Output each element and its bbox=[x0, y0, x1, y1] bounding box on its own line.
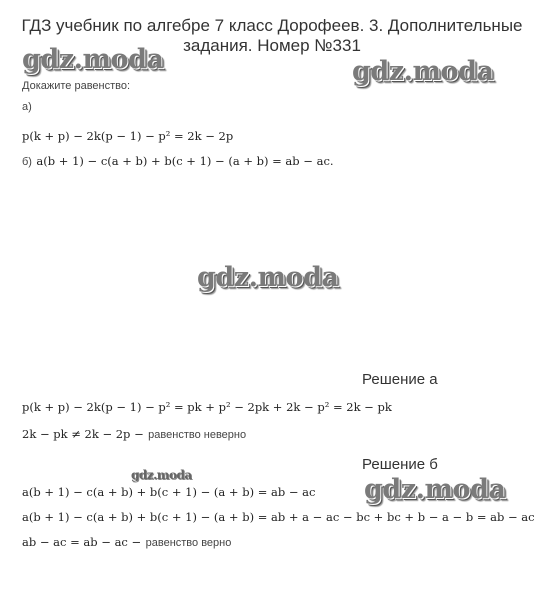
task-a-label: а) bbox=[22, 101, 32, 113]
task-b-label: б) bbox=[22, 156, 32, 168]
page-title-line1: ГДЗ учебник по алгебре 7 класс Дорофеев. 3. Дополнительные bbox=[21, 16, 523, 35]
solution-b-line3-expr: ab − ac = ab − ac − bbox=[22, 535, 142, 549]
solution-b-line2: a(b + 1) − c(a + b) + b(c + 1) − (a + b) = ab + a − ac − bc + bc + b − a − b = ab − ac bbox=[22, 510, 535, 524]
task-b-row bbox=[22, 152, 334, 170]
watermark-logo: gdz.moda bbox=[197, 262, 339, 293]
solution-b-line1: a(b + 1) − c(a + b) + b(c + 1) − (a + b) = ab − ac bbox=[22, 485, 316, 499]
solution-a-line2-text: равенство неверно bbox=[148, 429, 247, 441]
solution-a-line2-expr: 2k − pk ≠ 2k − 2p − bbox=[22, 427, 144, 441]
instruction-text: Докажите равенство: bbox=[22, 80, 131, 92]
watermark-logo: gdz.moda bbox=[22, 44, 164, 75]
solution-b-line3 bbox=[22, 533, 231, 551]
task-a-equation: p(k + p) − 2k(p − 1) − p² = 2k − 2p bbox=[22, 129, 234, 143]
watermark-logo: gdz.moda bbox=[364, 474, 506, 505]
task-b-equation: a(b + 1) − c(a + b) + b(c + 1) − (a + b) = ab − ac. bbox=[36, 154, 334, 168]
watermark-logo: gdz.moda bbox=[131, 468, 192, 482]
solution-b-heading: Решение б bbox=[362, 456, 438, 473]
solution-a-heading: Решение а bbox=[362, 371, 438, 388]
solution-b-line3-text: равенство верно bbox=[145, 537, 232, 549]
solution-a-line2 bbox=[22, 425, 246, 443]
page-title-line2: задания. Номер №331 bbox=[183, 36, 361, 55]
solution-a-line1: p(k + p) − 2k(p − 1) − p² = pk + p² − 2pk + 2k − p² = 2k − pk bbox=[22, 400, 392, 414]
watermark-logo: gdz.moda bbox=[352, 56, 494, 87]
